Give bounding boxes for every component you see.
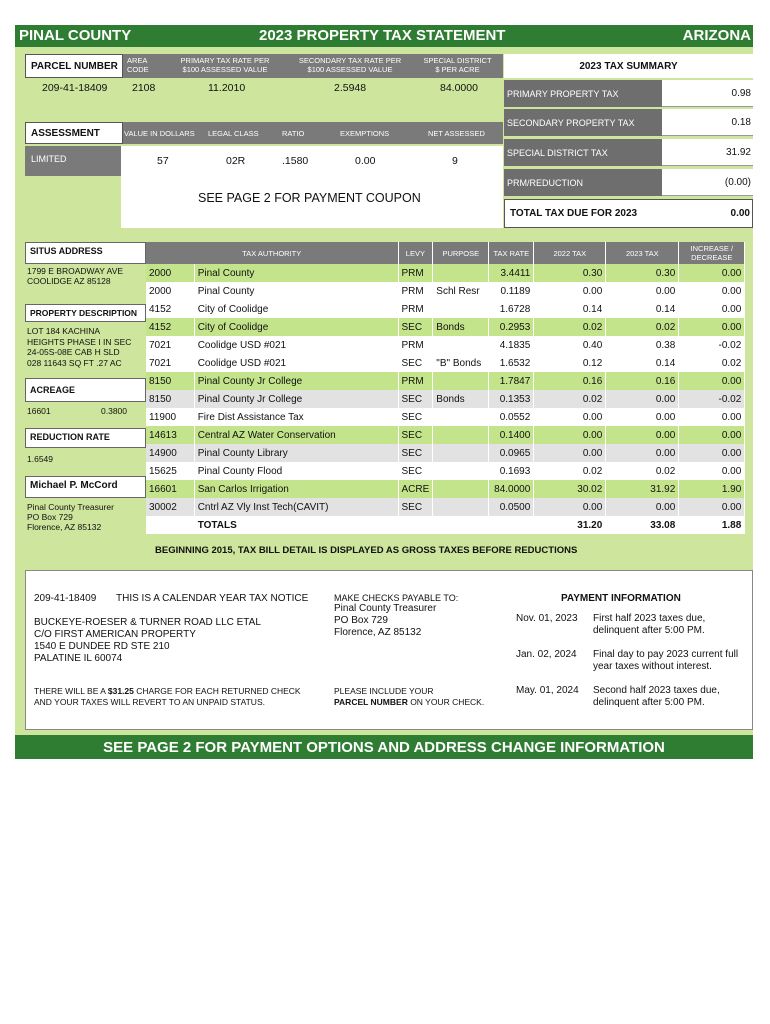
totals-row	[146, 516, 745, 534]
cell-chg: 0.00	[679, 426, 745, 444]
county-title: PINAL COUNTY	[19, 27, 132, 44]
include-text-post: ON YOUR CHECK.	[407, 696, 485, 707]
cell-levy: ACRE	[398, 480, 433, 498]
cell-chg: 0.00	[679, 300, 745, 318]
property-description-block	[25, 304, 146, 372]
cell-chg: 0.00	[679, 264, 745, 282]
cell-t23: 0.00	[606, 426, 679, 444]
cell-purpose	[433, 480, 489, 498]
cell-t22: 0.12	[534, 354, 606, 372]
cell-name: Pinal County Jr College	[194, 372, 398, 390]
summary-row-primary	[504, 80, 753, 107]
cell-name: Fire Dist Assistance Tax	[194, 408, 398, 426]
state-title: ARIZONA	[682, 27, 751, 44]
cell-levy: PRM	[398, 300, 433, 318]
table-row	[146, 444, 745, 462]
cell-t23: 0.16	[606, 372, 679, 390]
secondary-rate-header: SECONDARY TAX RATE PER $100 ASSESSED VALUE	[298, 56, 402, 74]
cell-rate: 1.6728	[489, 300, 534, 318]
cell-purpose: "B" Bonds	[433, 354, 489, 372]
cell-name: Pinal County	[194, 264, 398, 282]
empty-cell	[398, 516, 433, 534]
ratio: .1580	[282, 155, 309, 167]
cell-purpose	[433, 408, 489, 426]
totals-label: TOTALS	[194, 516, 398, 534]
ratio-header: RATIO	[282, 129, 305, 138]
summary-value: (0.00)	[662, 169, 753, 196]
cell-t22: 0.16	[534, 372, 606, 390]
table-header-row	[146, 242, 745, 264]
table-row	[146, 354, 745, 372]
situs-block	[25, 242, 146, 288]
cell-rate: 0.1693	[489, 462, 534, 480]
totals-change: 1.88	[679, 516, 745, 534]
totals-2023: 33.08	[606, 516, 679, 534]
cell-purpose	[433, 336, 489, 354]
empty-cell	[146, 516, 194, 534]
cell-name: City of Coolidge	[194, 300, 398, 318]
cell-levy: PRM	[398, 264, 433, 282]
summary-label: PRIMARY PROPERTY TAX	[504, 80, 662, 107]
include-bold: PARCEL NUMBER	[334, 696, 408, 707]
cell-chg: 0.00	[679, 282, 745, 300]
table-row	[146, 426, 745, 444]
empty-cell	[433, 516, 489, 534]
cell-purpose: Schl Resr	[433, 282, 489, 300]
acreage-value: 0.3800	[101, 406, 127, 416]
col-purpose: PURPOSE	[433, 242, 489, 264]
primary-rate-header: PRIMARY TAX RATE PER $100 ASSESSED VALUE	[180, 56, 270, 74]
payment-date: Jan. 02, 2024	[516, 649, 577, 660]
payment-text: Second half 2023 taxes due, delinquent after 5:00 PM.	[593, 685, 720, 708]
tax-detail-table	[146, 242, 745, 534]
cell-chg: 0.00	[679, 372, 745, 390]
payable-address: Pinal County Treasurer PO Box 729 Florence, AZ 85132	[334, 603, 437, 638]
cell-levy: PRM	[398, 282, 433, 300]
gross-tax-note: BEGINNING 2015, TAX BILL DETAIL IS DISPLAYED AS GROSS TAXES BEFORE REDUCTIONS	[155, 545, 578, 556]
limited-label: LIMITED	[25, 146, 121, 176]
cell-rate: 0.1353	[489, 390, 534, 408]
payment-text: Final day to pay 2023 current full year taxes without interest.	[593, 649, 739, 672]
cell-levy: SEC	[398, 354, 433, 372]
cell-t22: 0.00	[534, 282, 606, 300]
col-change: INCREASE / DECREASE	[679, 242, 745, 264]
summary-row-secondary	[504, 109, 753, 136]
area-code-header: AREA CODE	[127, 56, 149, 74]
cell-purpose	[433, 498, 489, 516]
treasurer-name: Michael P. McCord	[25, 476, 146, 498]
primary-rate: 11.2010	[208, 82, 246, 94]
cell-name: City of Coolidge	[194, 318, 398, 336]
cell-purpose	[433, 426, 489, 444]
table-row	[146, 498, 745, 516]
payment-text: First half 2023 taxes due, delinquent after 5:00 PM.	[593, 613, 706, 636]
acreage-code: 16601	[27, 406, 51, 416]
cell-purpose: Bonds	[433, 318, 489, 336]
assessment-values-band	[121, 146, 503, 176]
exemptions-header: EXEMPTIONS	[340, 129, 390, 138]
cell-chg: 0.00	[679, 444, 745, 462]
cell-t22: 0.02	[534, 462, 606, 480]
cell-rate: 0.0552	[489, 408, 534, 426]
charge-text-post: CHARGE FOR EACH RETURNED CHECK AND YOUR TAXES WILL REVERT TO AN UNPAID STATUS.	[34, 686, 301, 707]
owner-address: BUCKEYE-ROESER & TURNER ROAD LLC ETAL C/O FIRST AMERICAN PROPERTY 1540 E DUNDEE RD STE 210 PALATINE IL 60074	[34, 617, 261, 664]
cell-t23: 0.02	[606, 318, 679, 336]
totals-2022: 31.20	[534, 516, 606, 534]
cell-levy: SEC	[398, 444, 433, 462]
cell-chg: 0.00	[679, 498, 745, 516]
summary-value: 0.98	[662, 80, 753, 107]
cell-chg: 0.00	[679, 318, 745, 336]
payment-date: May. 01, 2024	[516, 685, 579, 696]
payable-header: MAKE CHECKS PAYABLE TO:	[334, 593, 459, 603]
total-due-box	[504, 199, 753, 228]
property-description: LOT 184 KACHINA HEIGHTS PHASE I IN SEC 24-05S-08E CAB H SLD 028 11643 SQ FT .27 AC	[27, 326, 132, 368]
treasurer-block	[25, 476, 146, 536]
cell-chg: -0.02	[679, 336, 745, 354]
cell-t23: 0.14	[606, 300, 679, 318]
legal-class-header: LEGAL CLASS	[208, 129, 259, 138]
cell-t22: 0.00	[534, 426, 606, 444]
payment-coupon	[25, 570, 753, 730]
cell-rate: 4.1835	[489, 336, 534, 354]
cell-purpose: Bonds	[433, 390, 489, 408]
total-due-value: 0.00	[730, 208, 750, 219]
cell-levy: SEC	[398, 462, 433, 480]
reduction-rate: 1.6549	[27, 454, 53, 464]
table-row	[146, 282, 745, 300]
empty-cell	[489, 516, 534, 534]
acreage-label: ACREAGE	[25, 378, 146, 402]
cell-t22: 0.14	[534, 300, 606, 318]
cell-rate: 0.1400	[489, 426, 534, 444]
situs-address: 1799 E BROADWAY AVE COOLIDGE AZ 85128	[27, 266, 124, 286]
cell-code: 14900	[146, 444, 194, 462]
cell-rate: 0.1189	[489, 282, 534, 300]
table-row	[146, 408, 745, 426]
cell-t23: 0.38	[606, 336, 679, 354]
cell-name: Pinal County	[194, 282, 398, 300]
assessment-label: ASSESSMENT	[25, 122, 123, 144]
payment-info-title: PAYMENT INFORMATION	[561, 593, 681, 604]
cell-code: 2000	[146, 282, 194, 300]
secondary-rate: 2.5948	[334, 82, 367, 94]
cell-levy: SEC	[398, 498, 433, 516]
cell-t23: 0.02	[606, 462, 679, 480]
total-due-label: TOTAL TAX DUE FOR 2023	[510, 208, 638, 219]
footer-banner: SEE PAGE 2 FOR PAYMENT OPTIONS AND ADDRESS CHANGE INFORMATION	[15, 735, 753, 759]
cell-rate: 1.6532	[489, 354, 534, 372]
cell-levy: SEC	[398, 426, 433, 444]
cell-levy: PRM	[398, 336, 433, 354]
cell-t23: 0.00	[606, 390, 679, 408]
cell-t22: 0.40	[534, 336, 606, 354]
cell-name: Pinal County Flood	[194, 462, 398, 480]
col-tax-rate: TAX RATE	[489, 242, 534, 264]
treasurer-address: Pinal County Treasurer PO Box 729 Florence, AZ 85132	[27, 502, 114, 532]
col-2023-tax: 2023 TAX	[606, 242, 679, 264]
net-assessed: 9	[452, 155, 458, 167]
cell-t23: 0.00	[606, 498, 679, 516]
summary-label: SPECIAL DISTRICT TAX	[504, 139, 662, 166]
cell-name: Pinal County Jr College	[194, 390, 398, 408]
cell-chg: 0.02	[679, 354, 745, 372]
situs-label: SITUS ADDRESS	[25, 242, 146, 264]
cell-name: Pinal County Library	[194, 444, 398, 462]
cell-code: 7021	[146, 336, 194, 354]
cell-code: 2000	[146, 264, 194, 282]
cell-t23: 31.92	[606, 480, 679, 498]
summary-label: PRM/REDUCTION	[504, 169, 662, 196]
include-text: PLEASE INCLUDE YOUR	[334, 686, 434, 696]
cell-t22: 0.02	[534, 318, 606, 336]
exemptions: 0.00	[355, 155, 376, 167]
col-tax-authority: TAX AUTHORITY	[146, 242, 398, 264]
payment-date: Nov. 01, 2023	[516, 613, 578, 624]
cell-chg: -0.02	[679, 390, 745, 408]
table-row	[146, 300, 745, 318]
property-description-label: PROPERTY DESCRIPTION	[25, 304, 146, 322]
cell-code: 8150	[146, 372, 194, 390]
cell-code: 14613	[146, 426, 194, 444]
cell-code: 15625	[146, 462, 194, 480]
special-district-header: SPECIAL DISTRICT $ PER ACRE	[423, 56, 492, 74]
cell-purpose	[433, 372, 489, 390]
returned-check-notice	[34, 686, 301, 707]
cell-rate: 0.0500	[489, 498, 534, 516]
table-row	[146, 390, 745, 408]
cell-chg: 0.00	[679, 408, 745, 426]
cell-purpose	[433, 300, 489, 318]
cell-t22: 0.30	[534, 264, 606, 282]
calendar-notice: THIS IS A CALENDAR YEAR TAX NOTICE	[116, 593, 309, 604]
table-row	[146, 318, 745, 336]
area-code: 2108	[132, 82, 156, 94]
value-header: VALUE IN DOLLARS	[124, 129, 195, 138]
acreage-block	[25, 378, 146, 416]
cell-t22: 30.02	[534, 480, 606, 498]
cell-code: 16601	[146, 480, 194, 498]
cell-t23: 0.30	[606, 264, 679, 282]
col-levy: LEVY	[398, 242, 433, 264]
cell-rate: 84.0000	[489, 480, 534, 498]
table-row	[146, 480, 745, 498]
cell-code: 4152	[146, 300, 194, 318]
tax-summary-title: 2023 TAX SUMMARY	[504, 54, 753, 78]
reduction-block	[25, 428, 146, 470]
cell-chg: 1.90	[679, 480, 745, 498]
cell-chg: 0.00	[679, 462, 745, 480]
cell-name: San Carlos Irrigation	[194, 480, 398, 498]
table-row	[146, 336, 745, 354]
cell-code: 4152	[146, 318, 194, 336]
cell-t22: 0.00	[534, 498, 606, 516]
cell-name: Central AZ Water Conservation	[194, 426, 398, 444]
see-page2-coupon: SEE PAGE 2 FOR PAYMENT COUPON	[198, 191, 421, 205]
cell-code: 7021	[146, 354, 194, 372]
coupon-parcel-number: 209-41-18409	[34, 593, 97, 604]
cell-purpose	[433, 444, 489, 462]
cell-name: Cntrl AZ Vly Inst Tech(CAVIT)	[194, 498, 398, 516]
cell-t22: 0.00	[534, 444, 606, 462]
charge-text-pre: THERE WILL BE A	[34, 686, 108, 696]
legal-class: 02R	[226, 155, 246, 167]
assessed-value: 57	[157, 155, 169, 167]
col-2022-tax: 2022 TAX	[534, 242, 606, 264]
summary-row-reduction	[504, 169, 753, 196]
cell-levy: PRM	[398, 372, 433, 390]
cell-levy: SEC	[398, 390, 433, 408]
table-row	[146, 462, 745, 480]
cell-t23: 0.00	[606, 444, 679, 462]
cell-code: 8150	[146, 390, 194, 408]
cell-levy: SEC	[398, 408, 433, 426]
parcel-number-label: PARCEL NUMBER	[25, 54, 123, 78]
charge-amount: $31.25	[107, 686, 134, 696]
cell-code: 30002	[146, 498, 194, 516]
statement-title: 2023 PROPERTY TAX STATEMENT	[259, 27, 506, 44]
cell-rate: 1.7847	[489, 372, 534, 390]
table-row	[146, 264, 745, 282]
cell-rate: 3.4411	[489, 264, 534, 282]
cell-purpose	[433, 462, 489, 480]
summary-value: 31.92	[662, 139, 753, 166]
summary-row-special	[504, 139, 753, 166]
cell-t22: 0.02	[534, 390, 606, 408]
cell-name: Coolidge USD #021	[194, 354, 398, 372]
cell-t22: 0.00	[534, 408, 606, 426]
cell-rate: 0.0965	[489, 444, 534, 462]
cell-t23: 0.00	[606, 408, 679, 426]
cell-t23: 0.14	[606, 354, 679, 372]
cell-levy: SEC	[398, 318, 433, 336]
reduction-rate-label: REDUCTION RATE	[25, 428, 146, 448]
summary-value: 0.18	[662, 109, 753, 136]
cell-code: 11900	[146, 408, 194, 426]
parcel-number: 209-41-18409	[42, 82, 108, 94]
cell-rate: 0.2953	[489, 318, 534, 336]
cell-t23: 0.00	[606, 282, 679, 300]
special-district-rate: 84.0000	[440, 82, 478, 94]
header-bar	[15, 25, 753, 47]
cell-name: Coolidge USD #021	[194, 336, 398, 354]
cell-purpose	[433, 264, 489, 282]
summary-label: SECONDARY PROPERTY TAX	[504, 109, 662, 136]
table-row	[146, 372, 745, 390]
net-assessed-header: NET ASSESSED	[428, 129, 485, 138]
include-parcel-note	[334, 686, 484, 707]
